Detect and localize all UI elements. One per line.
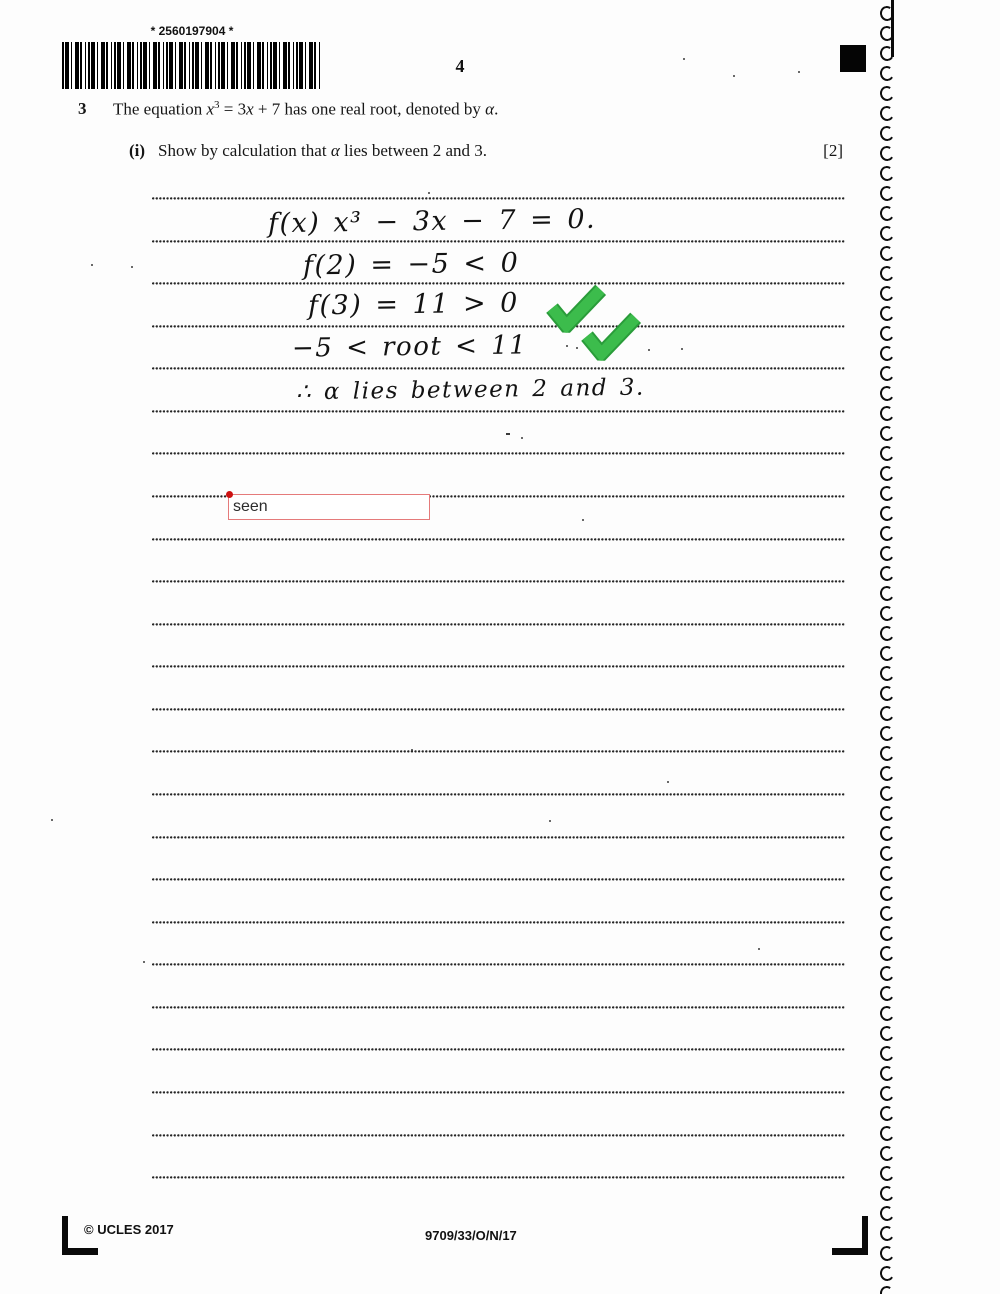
handwritten-line: f(2) = −5 < 0 <box>302 247 520 282</box>
handwritten-line: ∴ α lies between 2 and 3. <box>295 374 645 406</box>
dust-speck <box>758 948 760 950</box>
binding-curl-mark <box>879 605 896 623</box>
dust-speck <box>798 71 800 73</box>
binding-curl-mark <box>879 865 896 883</box>
binding-curl-mark <box>879 1245 896 1263</box>
answer-dotted-line <box>152 963 845 966</box>
dust-speck <box>582 519 584 521</box>
binding-curl-mark <box>879 1105 896 1123</box>
pen-speck <box>648 349 650 351</box>
binding-curl-mark <box>879 205 896 223</box>
binding-curl-mark <box>879 165 896 183</box>
handwritten-line: −5 < root < 11 <box>291 330 528 364</box>
answer-dotted-line <box>152 708 845 711</box>
binding-curl-mark <box>879 125 896 143</box>
binding-curl-mark <box>879 285 896 303</box>
binding-curl-mark <box>879 645 896 663</box>
spiral-binding-marks <box>880 6 898 1294</box>
binding-curl-mark <box>879 1085 896 1103</box>
binding-curl-mark <box>879 1025 896 1043</box>
answer-dotted-line <box>152 921 845 924</box>
copyright-notice: © UCLES 2017 <box>84 1222 174 1237</box>
answer-dotted-line <box>152 325 845 328</box>
binding-curl-mark <box>879 745 896 763</box>
print-registration-square <box>840 45 866 72</box>
binding-curl-mark <box>879 545 896 563</box>
binding-curl-mark <box>879 1045 896 1063</box>
binding-curl-mark <box>879 945 896 963</box>
binding-curl-mark <box>879 1065 896 1083</box>
binding-curl-mark <box>879 625 896 643</box>
question-number: 3 <box>78 99 87 118</box>
binding-curl-mark <box>879 265 896 283</box>
answer-dotted-line <box>152 750 845 753</box>
binding-curl-mark <box>879 1165 896 1183</box>
binding-curl-mark <box>879 565 896 583</box>
binding-curl-mark <box>879 105 896 123</box>
binding-curl-mark <box>879 765 896 783</box>
dust-speck <box>411 749 413 751</box>
binding-curl-mark <box>879 465 896 483</box>
answer-dotted-line <box>152 452 845 455</box>
pen-speck <box>506 433 510 435</box>
answer-dotted-line <box>152 282 845 285</box>
dust-speck <box>549 820 551 822</box>
dust-speck <box>313 750 315 752</box>
binding-curl-mark <box>879 445 896 463</box>
question-text: The equation $x^3 = 3x + 7$ has one real root, denoted by α. <box>113 99 499 119</box>
binding-curl-mark <box>879 1225 896 1243</box>
binding-curl-mark <box>879 425 896 443</box>
answer-dotted-line <box>152 665 845 668</box>
pen-speck <box>566 345 568 347</box>
answer-dotted-line <box>152 1176 845 1179</box>
part-i-text: Show by calculation that α lies between 2 and 3. <box>158 141 488 160</box>
binding-curl-mark <box>879 405 896 423</box>
handwritten-line: f(x) x³ − 3x − 7 = 0. <box>267 203 597 240</box>
binding-curl-mark <box>879 845 896 863</box>
answer-dotted-line <box>152 538 845 541</box>
math-x: x <box>206 99 215 119</box>
answer-dotted-line <box>152 240 845 243</box>
binding-curl-mark <box>879 725 896 743</box>
handwritten-line: f(3) = 11 > 0 <box>307 287 520 322</box>
binding-curl-mark <box>879 1125 896 1143</box>
math-alpha: α <box>330 141 340 160</box>
binding-curl-mark <box>879 1185 896 1203</box>
binding-curl-mark <box>879 885 896 903</box>
binding-curl-mark <box>879 1005 896 1023</box>
page-number: 4 <box>455 56 465 76</box>
binding-curl-mark <box>879 365 896 383</box>
binding-curl-mark <box>879 245 896 263</box>
crop-mark <box>62 1248 98 1255</box>
dust-speck <box>683 58 685 60</box>
binding-curl-mark <box>879 385 896 403</box>
binding-curl-mark <box>879 225 896 243</box>
binding-curl-mark <box>879 685 896 703</box>
binding-curl-mark <box>879 905 896 923</box>
dust-speck <box>428 192 430 194</box>
binding-curl-mark <box>879 5 896 23</box>
binding-curl-mark <box>879 665 896 683</box>
binding-curl-mark <box>879 785 896 803</box>
answer-dotted-line <box>152 580 845 583</box>
seen-annotation-box <box>228 494 430 520</box>
answer-dotted-line <box>152 1006 845 1009</box>
binding-curl-mark <box>879 525 896 543</box>
answer-dotted-line <box>152 1134 845 1137</box>
barcode-number-label: * 2560197904 * <box>150 24 234 38</box>
answer-dotted-line <box>152 367 845 370</box>
binding-curl-mark <box>879 1205 896 1223</box>
part-i-label: (i) <box>129 141 146 160</box>
dust-speck <box>143 961 145 963</box>
binding-curl-mark <box>879 65 896 83</box>
binding-curl-mark <box>879 1265 896 1283</box>
checkmark-icon <box>579 310 643 362</box>
answer-dotted-line <box>152 623 845 626</box>
binding-curl-mark <box>879 305 896 323</box>
dust-speck <box>131 266 133 268</box>
math-alpha: α <box>485 99 495 119</box>
answer-dotted-line <box>152 197 845 200</box>
binding-curl-mark <box>879 965 896 983</box>
answer-dotted-line <box>152 410 845 413</box>
binding-curl-mark <box>879 1145 896 1163</box>
answer-dotted-line <box>152 878 845 881</box>
dust-speck <box>51 819 53 821</box>
binding-curl-mark <box>879 805 896 823</box>
binding-curl-mark <box>879 985 896 1003</box>
candidate-barcode <box>62 42 320 89</box>
binding-curl-mark <box>879 145 896 163</box>
paper-code: 9709/33/O/N/17 <box>425 1228 517 1243</box>
binding-curl-mark <box>879 505 896 523</box>
binding-curl-mark <box>879 485 896 503</box>
dust-speck <box>91 264 93 266</box>
binding-curl-mark <box>879 925 896 943</box>
binding-curl-mark <box>879 345 896 363</box>
binding-curl-mark <box>879 185 896 203</box>
answer-dotted-line <box>152 836 845 839</box>
binding-curl-mark <box>879 25 896 43</box>
binding-curl-mark <box>879 1285 896 1294</box>
answer-dotted-line <box>152 793 845 796</box>
binding-curl-mark <box>879 325 896 343</box>
binding-curl-mark <box>879 705 896 723</box>
answer-dotted-line <box>152 1048 845 1051</box>
dust-speck <box>667 781 669 783</box>
binding-curl-mark <box>879 585 896 603</box>
pen-speck <box>681 348 683 350</box>
binding-curl-mark <box>879 825 896 843</box>
math-exponent: 3 <box>214 99 220 111</box>
binding-curl-mark <box>879 45 896 63</box>
seen-annotation-label: seen <box>233 498 268 515</box>
math-x: x <box>246 99 254 119</box>
dust-speck <box>733 75 735 77</box>
crop-mark <box>832 1248 868 1255</box>
binding-curl-mark <box>879 85 896 103</box>
answer-dotted-line <box>152 1091 845 1094</box>
marks-badge: [2] <box>823 141 843 160</box>
pen-speck <box>576 347 578 349</box>
pen-speck <box>521 437 523 439</box>
annotation-anchor-dot <box>226 491 233 498</box>
